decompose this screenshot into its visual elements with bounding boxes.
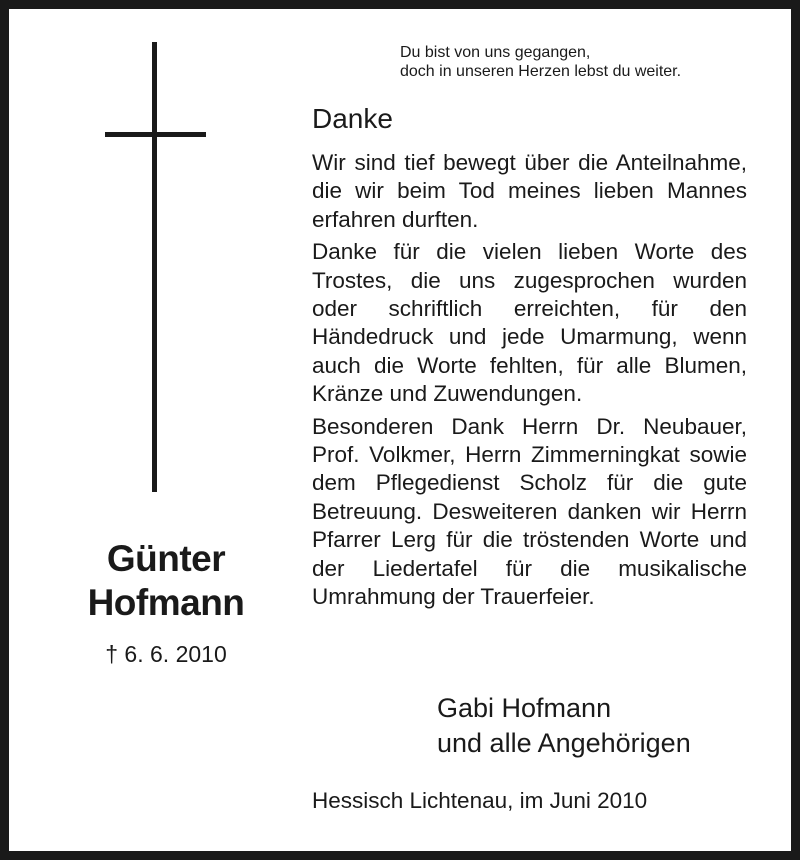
motto-line-1: Du bist von uns gegangen,	[400, 44, 591, 61]
paragraph-1: Wir sind tief bewegt über die Anteilnahme, die wir beim Tod meines lieben Mannes erfahren durften.	[312, 150, 747, 232]
thanks-body	[312, 149, 747, 616]
deceased-first-name: Günter	[106, 538, 226, 579]
death-date: † 6. 6. 2010	[105, 641, 227, 667]
place-date: Hessisch Lichtenau, im Juni 2010	[312, 788, 648, 813]
paragraph-2: Danke für die vielen lieben Worte des Trostes, die uns zugesprochen wurden oder schriftlich erreichten, für den Händedruck und jede Umarmung, wenn auch die Worte fehlten, für alle Blumen, Kränze und Zuwendungen.	[312, 239, 747, 407]
paragraph-3: Besonderen Dank Herrn Dr. Neubauer, Prof. Volkmer, Herrn Zimmerningkat sowie dem Pflegedienst Scholz für die gute Betreuung. Desweiteren danken wir Herrn Pfarrer Lerg für die tröstenden Worte und der Liedertafel für die musikalische Umrahmung der Trauerfeier.	[312, 413, 747, 610]
motto-verse	[400, 43, 681, 81]
motto-line-2: doch in unseren Herzen lebst du weiter.	[400, 63, 682, 80]
thanks-heading: Danke	[312, 103, 393, 134]
signature	[437, 691, 691, 761]
cross-vertical-bar	[152, 42, 157, 492]
deceased-last-name: Hofmann	[87, 582, 245, 623]
signature-line-2: und alle Angehörigen	[437, 728, 691, 758]
cross-horizontal-bar	[105, 132, 206, 137]
deceased-name	[55, 537, 277, 625]
signature-line-1: Gabi Hofmann	[437, 693, 612, 723]
